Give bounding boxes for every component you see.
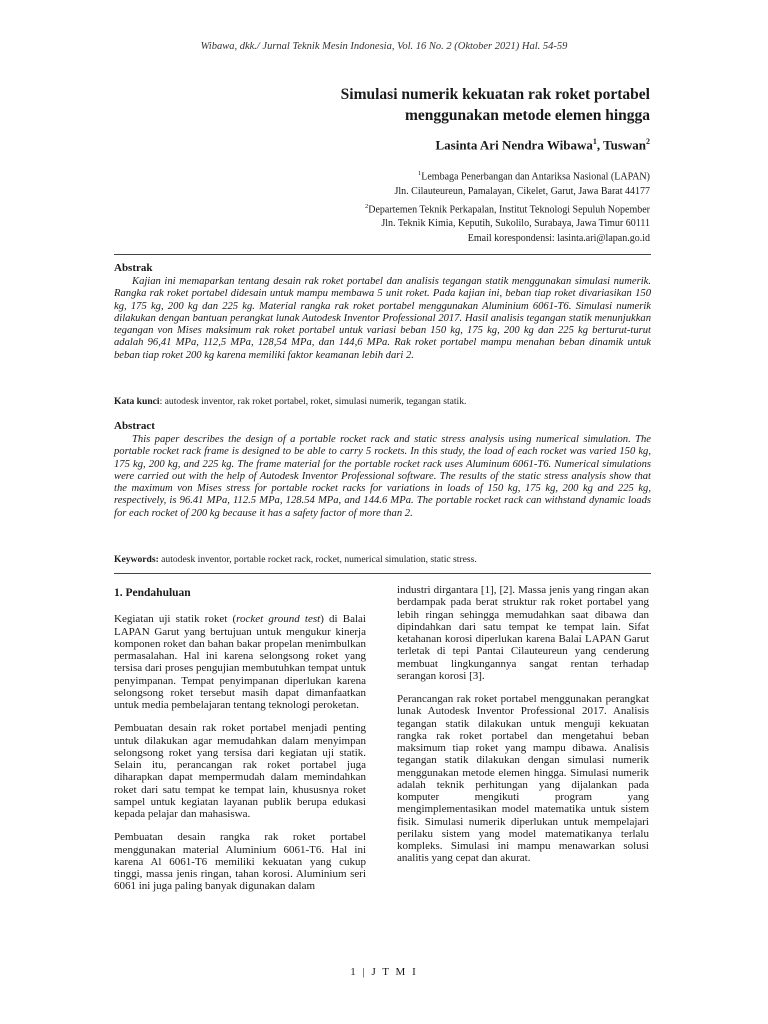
- keywords-label: Keywords:: [114, 554, 159, 565]
- abstrak-heading: Abstrak: [114, 262, 153, 274]
- author-separator: ,: [596, 137, 604, 153]
- author-1: Lasinta Ari Nendra Wibawa: [435, 137, 593, 153]
- paragraph-4: industri dirgantara [1], [2]. Massa jenis yang ringan akan berdampak pada berat struktur rak roket portabel yang lebih ringan sehingga memudahkan saat dibawa dan dipindahkan dari satu tempat ke tempat lain. Sifat ketahanan korosi diperlukan karena Balai LAPAN Garut terletak di tepi Pantai Cilauteureun yang cenderung membuat lingkungannya sangat rentan terhadap serangan korosi [3].: [397, 584, 649, 682]
- author-list: [170, 137, 650, 153]
- author-1-affil-mark: 1: [592, 137, 597, 146]
- affiliation-2-line-2: Jln. Teknik Kimia, Keputih, Sukolilo, Surabaya, Jawa Timur 60111: [381, 218, 650, 230]
- paper-title: [170, 84, 650, 126]
- kata-kunci-list: : autodesk inventor, rak roket portabel, roket, simulasi numerik, tegangan statik.: [159, 396, 467, 407]
- page-footer: 1 | J T M I: [350, 966, 418, 978]
- affiliation-1-mark: 1: [418, 170, 422, 177]
- affiliations: [170, 167, 650, 247]
- divider-bottom: [114, 573, 651, 574]
- affiliation-1-line-2: Jln. Cilauteureun, Pamalayan, Cikelet, Garut, Jawa Barat 44177: [394, 185, 650, 197]
- abstrak-text: Kajian ini memaparkan tentang desain rak roket portabel dan analisis tegangan statik menggunakan simulasi numerik. Rangka rak roket portabel didesain untuk mampu membawa 5 unit roket. Pada kajian ini, beban tiap roket divariasikan 150 kg, 175 kg, 200 kg dan 225 kg. Material rangka rak roket portabel menggunakan Aluminium 6061-T6. Simulasi numerik dilakukan dengan bantuan perangkat lunak Autodesk Inventor Professional 2017. Hasil analisis tegangan statik menunjukkan tegangan von Mises maksimum rak roket portabel untuk variasi beban 150 kg, 175 kg, 200 kg dan 225 kg berturut-turut adalah 96,41 MPa, 112,5 MPa, 128,54 MPa, dan 144,6 MPa. Rak roket portabel mampu menahan beban dinamik untuk beban tiap roket 200 kg karena memiliki faktor keamanan lebih dari 2.: [114, 276, 651, 361]
- body-column-left: [114, 584, 366, 904]
- paragraph-2: Pembuatan desain rak roket portabel menjadi penting untuk dilakukan agar memudahkan dalam menyimpan selongsong roket yang tersisa dari kegiatan uji statik. Selain itu, perancangan rak roket portabel juga diharapkan dapat mempermudah dalam memindahkan roket dari satu tempat ke tempat lain, khususnya roket sampel untuk kegiatan layanan publik berupa edukasi kepada pelajar dan mahasiswa.: [114, 722, 366, 820]
- abstract-heading: Abstract: [114, 420, 155, 432]
- keywords-list: autodesk inventor, portable rocket rack, rocket, numerical simulation, static stress.: [158, 554, 477, 565]
- body-column-right: [397, 584, 649, 876]
- section-heading-pendahuluan: 1. Pendahuluan: [114, 587, 191, 599]
- affiliation-2-line-1: $^2$Departemen Teknik Perkapalan, Institut Teknologi Sepuluh Nopember: [364, 202, 650, 215]
- author-2-affil-mark: 2: [646, 137, 650, 146]
- affiliation-1-line-1: $^1$Lembaga Penerbangan dan Antariksa Nasional (LAPAN): [418, 170, 650, 183]
- paragraph-3: Pembuatan desain rangka rak roket portabel menggunakan material Aluminium 6061-T6. Hal ini karena Al 6061-T6 memiliki kekuatan yang cukup tinggi, massa jenis ringan, tahan korosi. Aluminium seri 6061 ini juga paling banyak digunakan dalam: [114, 831, 366, 893]
- paragraph-1: Kegiatan uji statik roket (rocket ground test) di Balai LAPAN Garut yang bertujuan untuk mengukur kinerja komponen roket dan bahan bakar propelan menimbulkan permasalahan. Hal ini karena selongsong roket yang tersisa dari proses pengujian membutuhkan tempat untuk penyimpanan. Tempat penyimpanan diperlukan karena selongsong roket tersebut masih dapat dimanfaatkan untuk media pembelajaran tentang teknologi peroketan.: [114, 613, 366, 711]
- italic-term: rocket ground test: [236, 613, 321, 626]
- divider-top: [114, 254, 651, 255]
- running-head: Wibawa, dkk./ Jurnal Teknik Mesin Indonesia, Vol. 16 No. 2 (Oktober 2021) Hal. 54-59: [200, 41, 568, 52]
- affiliation-2-mark: 2: [364, 202, 369, 210]
- kata-kunci-label: Kata kunci: [114, 396, 160, 407]
- title-line-1: Simulasi numerik kekuatan rak roket portabel: [340, 86, 650, 103]
- title-line-2: menggunakan metode elemen hingga: [405, 107, 650, 124]
- correspondence-email: Email korespondensi: lasinta.ari@lapan.go.id: [467, 233, 650, 245]
- kata-kunci: [114, 396, 651, 407]
- author-2: Tuswan: [603, 137, 646, 153]
- keywords: [114, 554, 651, 565]
- paragraph-5: Perancangan rak roket portabel menggunakan perangkat lunak Autodesk Inventor Professional 2017. Analisis tegangan statik dilakukan untuk menguji kekuatan rangka rak roket portabel dan mengetahui beban maksimum tiap roket yang mampu dibawa. Analisis tegangan statik dilakukan dengan simulasi numerik menggunakan metode elemen hingga. Simulasi numerik adalah teknik perhitungan yang dijalankan pada komputer mengikuti program yang mengimplementasikan model matematika untuk sistem fisik. Simulasi numerik diperlukan untuk mempelajari perilaku sistem yang model matematikanya terlalu kompleks. Simulasi ini mampu menawarkan solusi analitis yang cepat dan akurat.: [397, 693, 649, 865]
- abstract-text: This paper describes the design of a portable rocket rack and static stress analysis using numerical simulation. The portable rocket rack frame is designed to be able to carry 5 rockets. In this study, the load of each rocket was varied 150 kg, 175 kg, 200 kg, and 225 kg. The frame material for the portable rocket rack uses Aluminum 6061-T6. Numerical simulations were carried out with the help of Autodesk Inventor Professional software. The results of the static stress analysis show that the maximum von Mises stress for portable rocket racks for variations in loads of 150 kg, 175 kg, 200 kg and 225 kg, respectively, is 96.41 MPa, 112.5 MPa, 128.54 MPa, and 144.6 MPa. The portable rocket rack can withstand dynamic loads for each rocket of 200 kg because it has a safety factor of more than 2.: [114, 434, 651, 519]
